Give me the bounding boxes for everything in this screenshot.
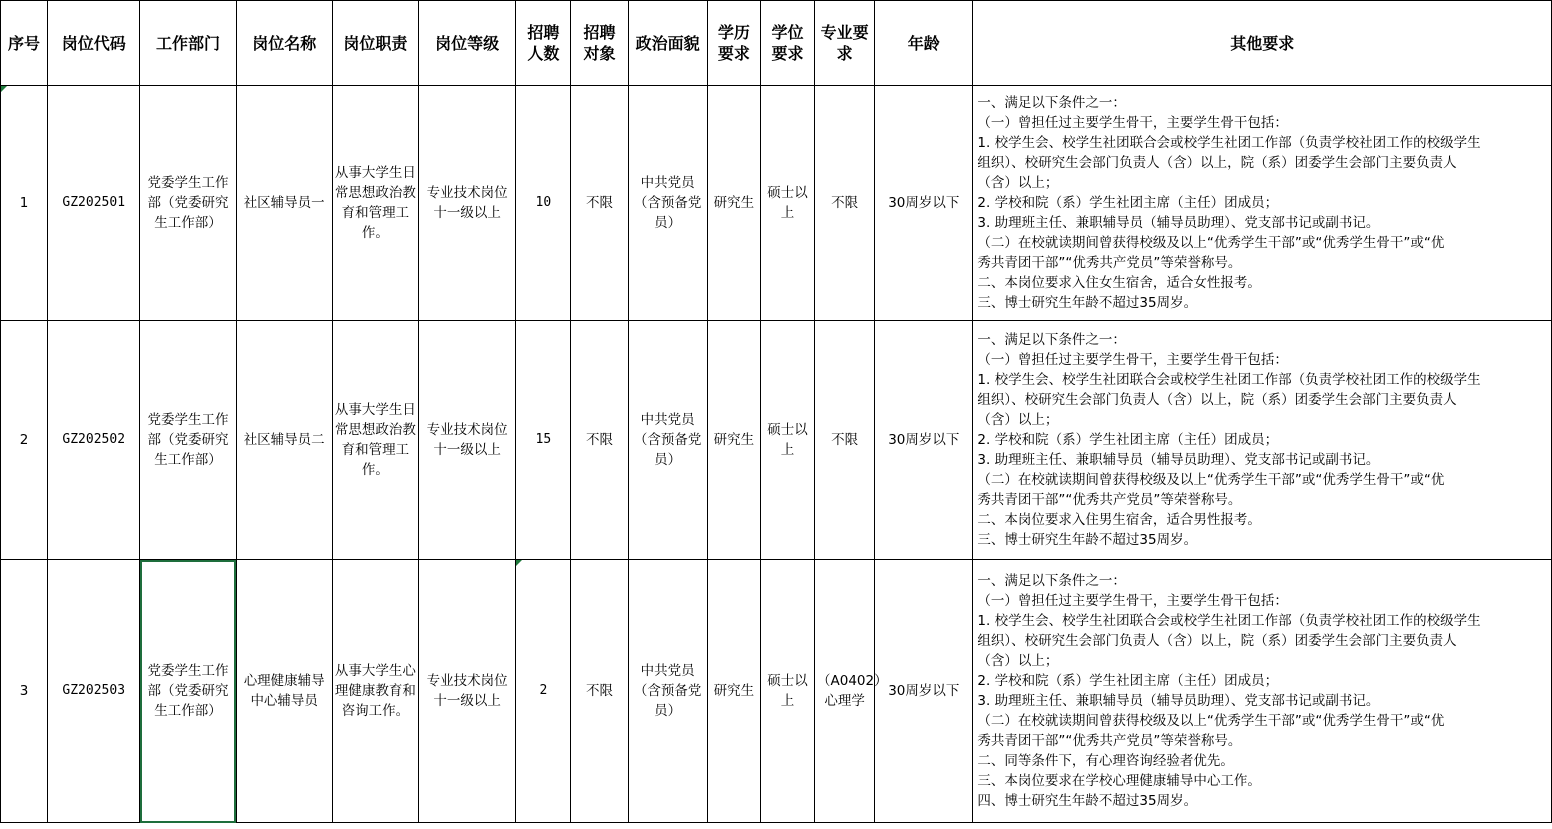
cell-dept[interactable]: 党委学生工作部（党委研究生工作部） <box>140 321 236 560</box>
cell-political[interactable]: 中共党员（含预备党员） <box>628 86 707 321</box>
other-line: 三、本岗位要求在学校心理健康辅导中心工作。 <box>977 773 1261 789</box>
cell-edu[interactable]: 研究生 <box>707 86 760 321</box>
header-num[interactable] <box>516 1 571 86</box>
header-num-l1: 招聘 <box>527 23 560 42</box>
cell-degree[interactable]: 硕士以上 <box>760 560 814 823</box>
header-code[interactable]: 岗位代码 <box>48 1 140 86</box>
header-target-l2: 对象 <box>583 44 616 63</box>
other-line: （二）在校就读期间曾获得校级及以上“优秀学生干部”或“优秀学生骨干”或“优 <box>977 472 1445 488</box>
header-major-l1: 专业要 <box>820 23 869 42</box>
cell-code[interactable]: GZ202502 <box>48 321 140 560</box>
other-line: （二）在校就读期间曾获得校级及以上“优秀学生干部”或“优秀学生骨干”或“优 <box>977 713 1445 729</box>
header-duty[interactable]: 岗位职责 <box>332 1 418 86</box>
header-degree[interactable] <box>760 1 814 86</box>
other-line: （一）曾担任过主要学生骨干，主要学生骨干包括： <box>977 115 1288 131</box>
other-line: 3. 助理班主任、兼职辅导员（辅导员助理）、党支部书记或副书记。 <box>977 452 1380 468</box>
other-line: 3. 助理班主任、兼职辅导员（辅导员助理）、党支部书记或副书记。 <box>977 693 1380 709</box>
other-line: 秀共青团干部”“优秀共产党员”等荣誉称号。 <box>977 492 1242 508</box>
other-line: 组织）、校研究生会部门负责人（含）以上，院（系）团委学生会部门主要负责人 <box>977 633 1457 649</box>
cell-target[interactable]: 不限 <box>571 560 628 823</box>
cell-age[interactable]: 30周岁以下 <box>875 321 973 560</box>
cell-edu[interactable]: 研究生 <box>707 321 760 560</box>
cell-major[interactable]: 不限 <box>815 321 875 560</box>
other-line: 三、博士研究生年龄不超过35周岁。 <box>977 532 1198 548</box>
cell-title[interactable]: 心理健康辅导中心辅导员 <box>236 560 332 823</box>
cell-target[interactable]: 不限 <box>571 86 628 321</box>
header-target-l1: 招聘 <box>583 23 616 42</box>
other-line: （含）以上； <box>977 412 1059 428</box>
header-seq[interactable]: 序号 <box>1 1 48 86</box>
table-row <box>1 321 1552 560</box>
cell-code[interactable]: GZ202501 <box>48 86 140 321</box>
header-degree-l1: 学位 <box>771 23 804 42</box>
header-title[interactable]: 岗位名称 <box>236 1 332 86</box>
other-line: 1. 校学生会、校学生社团联合会或校学生社团工作部（负责学校社团工作的校级学生 <box>977 372 1481 388</box>
cell-dept-selected[interactable]: 党委学生工作部（党委研究生工作部） <box>140 560 236 823</box>
other-line: （一）曾担任过主要学生骨干，主要学生骨干包括： <box>977 593 1288 609</box>
other-line: 二、本岗位要求入住女生宿舍，适合女性报考。 <box>977 275 1261 291</box>
cell-age[interactable]: 30周岁以下 <box>875 86 973 321</box>
cell-title[interactable]: 社区辅导员一 <box>236 86 332 321</box>
other-line: （含）以上； <box>977 175 1059 191</box>
other-line: 二、同等条件下，有心理咨询经验者优先。 <box>977 753 1234 769</box>
cell-num[interactable]: 15 <box>516 321 571 560</box>
other-line: 二、本岗位要求入住男生宿舍，适合男性报考。 <box>977 512 1261 528</box>
header-dept[interactable]: 工作部门 <box>140 1 236 86</box>
cell-duty[interactable]: 从事大学生心理健康教育和咨询工作。 <box>332 560 418 823</box>
cell-age[interactable]: 30周岁以下 <box>875 560 973 823</box>
other-line: 2. 学校和院（系）学生社团主席（主任）团成员； <box>977 673 1279 689</box>
other-line: 一、满足以下条件之一： <box>977 95 1126 111</box>
other-line: 秀共青团干部”“优秀共产党员”等荣誉称号。 <box>977 733 1242 749</box>
table-row <box>1 86 1552 321</box>
cell-other[interactable] <box>973 560 1552 823</box>
cell-target[interactable]: 不限 <box>571 321 628 560</box>
other-line: 四、博士研究生年龄不超过35周岁。 <box>977 793 1198 809</box>
header-edu[interactable] <box>707 1 760 86</box>
cell-political[interactable]: 中共党员（含预备党员） <box>628 560 707 823</box>
other-line: 1. 校学生会、校学生社团联合会或校学生社团工作部（负责学校社团工作的校级学生 <box>977 135 1481 151</box>
other-line: 秀共青团干部”“优秀共产党员”等荣誉称号。 <box>977 255 1242 271</box>
cell-title[interactable]: 社区辅导员二 <box>236 321 332 560</box>
other-line: 三、博士研究生年龄不超过35周岁。 <box>977 295 1198 311</box>
cell-degree[interactable]: 硕士以上 <box>760 321 814 560</box>
header-political[interactable]: 政治面貌 <box>628 1 707 86</box>
cell-seq[interactable]: 3 <box>1 560 48 823</box>
cell-duty[interactable]: 从事大学生日常思想政治教育和管理工作。 <box>332 86 418 321</box>
header-age[interactable]: 年龄 <box>875 1 973 86</box>
cell-major[interactable]: （A0402）心理学 <box>815 560 875 823</box>
other-line: 组织）、校研究生会部门负责人（含）以上，院（系）团委学生会部门主要负责人 <box>977 392 1457 408</box>
cell-num[interactable]: 10 <box>516 86 571 321</box>
header-major[interactable] <box>815 1 875 86</box>
header-edu-l1: 学历 <box>717 23 750 42</box>
other-line: 组织）、校研究生会部门负责人（含）以上，院（系）团委学生会部门主要负责人 <box>977 155 1457 171</box>
header-target[interactable] <box>571 1 628 86</box>
cell-seq[interactable]: 2 <box>1 321 48 560</box>
cell-code[interactable]: GZ202503 <box>48 560 140 823</box>
other-line: （含）以上； <box>977 653 1059 669</box>
header-other[interactable]: 其他要求 <box>973 1 1552 86</box>
table-row <box>1 560 1552 823</box>
other-line: 1. 校学生会、校学生社团联合会或校学生社团工作部（负责学校社团工作的校级学生 <box>977 613 1481 629</box>
header-num-l2: 人数 <box>527 44 560 63</box>
cell-edu[interactable]: 研究生 <box>707 560 760 823</box>
cell-level[interactable]: 专业技术岗位十一级以上 <box>419 560 516 823</box>
cell-level[interactable]: 专业技术岗位十一级以上 <box>419 86 516 321</box>
other-line: 一、满足以下条件之一： <box>977 332 1126 348</box>
cell-seq[interactable]: 1 <box>1 86 48 321</box>
cell-degree[interactable]: 硕士以上 <box>760 86 814 321</box>
header-level[interactable]: 岗位等级 <box>419 1 516 86</box>
header-degree-l2: 要求 <box>771 44 804 63</box>
header-row <box>1 1 1552 86</box>
header-major-l2: 求 <box>836 44 853 63</box>
cell-dept[interactable]: 党委学生工作部（党委研究生工作部） <box>140 86 236 321</box>
cell-other[interactable] <box>973 321 1552 560</box>
other-line: 3. 助理班主任、兼职辅导员（辅导员助理）、党支部书记或副书记。 <box>977 215 1380 231</box>
other-line: （二）在校就读期间曾获得校级及以上“优秀学生干部”或“优秀学生骨干”或“优 <box>977 235 1445 251</box>
other-line: 2. 学校和院（系）学生社团主席（主任）团成员； <box>977 195 1279 211</box>
other-line: 2. 学校和院（系）学生社团主席（主任）团成员； <box>977 432 1279 448</box>
cell-level[interactable]: 专业技术岗位十一级以上 <box>419 321 516 560</box>
cell-duty[interactable]: 从事大学生日常思想政治教育和管理工作。 <box>332 321 418 560</box>
cell-other[interactable] <box>973 86 1552 321</box>
header-edu-l2: 要求 <box>717 44 750 63</box>
cell-political[interactable]: 中共党员（含预备党员） <box>628 321 707 560</box>
other-line: （一）曾担任过主要学生骨干，主要学生骨干包括： <box>977 352 1288 368</box>
other-line: 一、满足以下条件之一： <box>977 573 1126 589</box>
cell-major[interactable]: 不限 <box>815 86 875 321</box>
cell-num[interactable]: 2 <box>516 560 571 823</box>
